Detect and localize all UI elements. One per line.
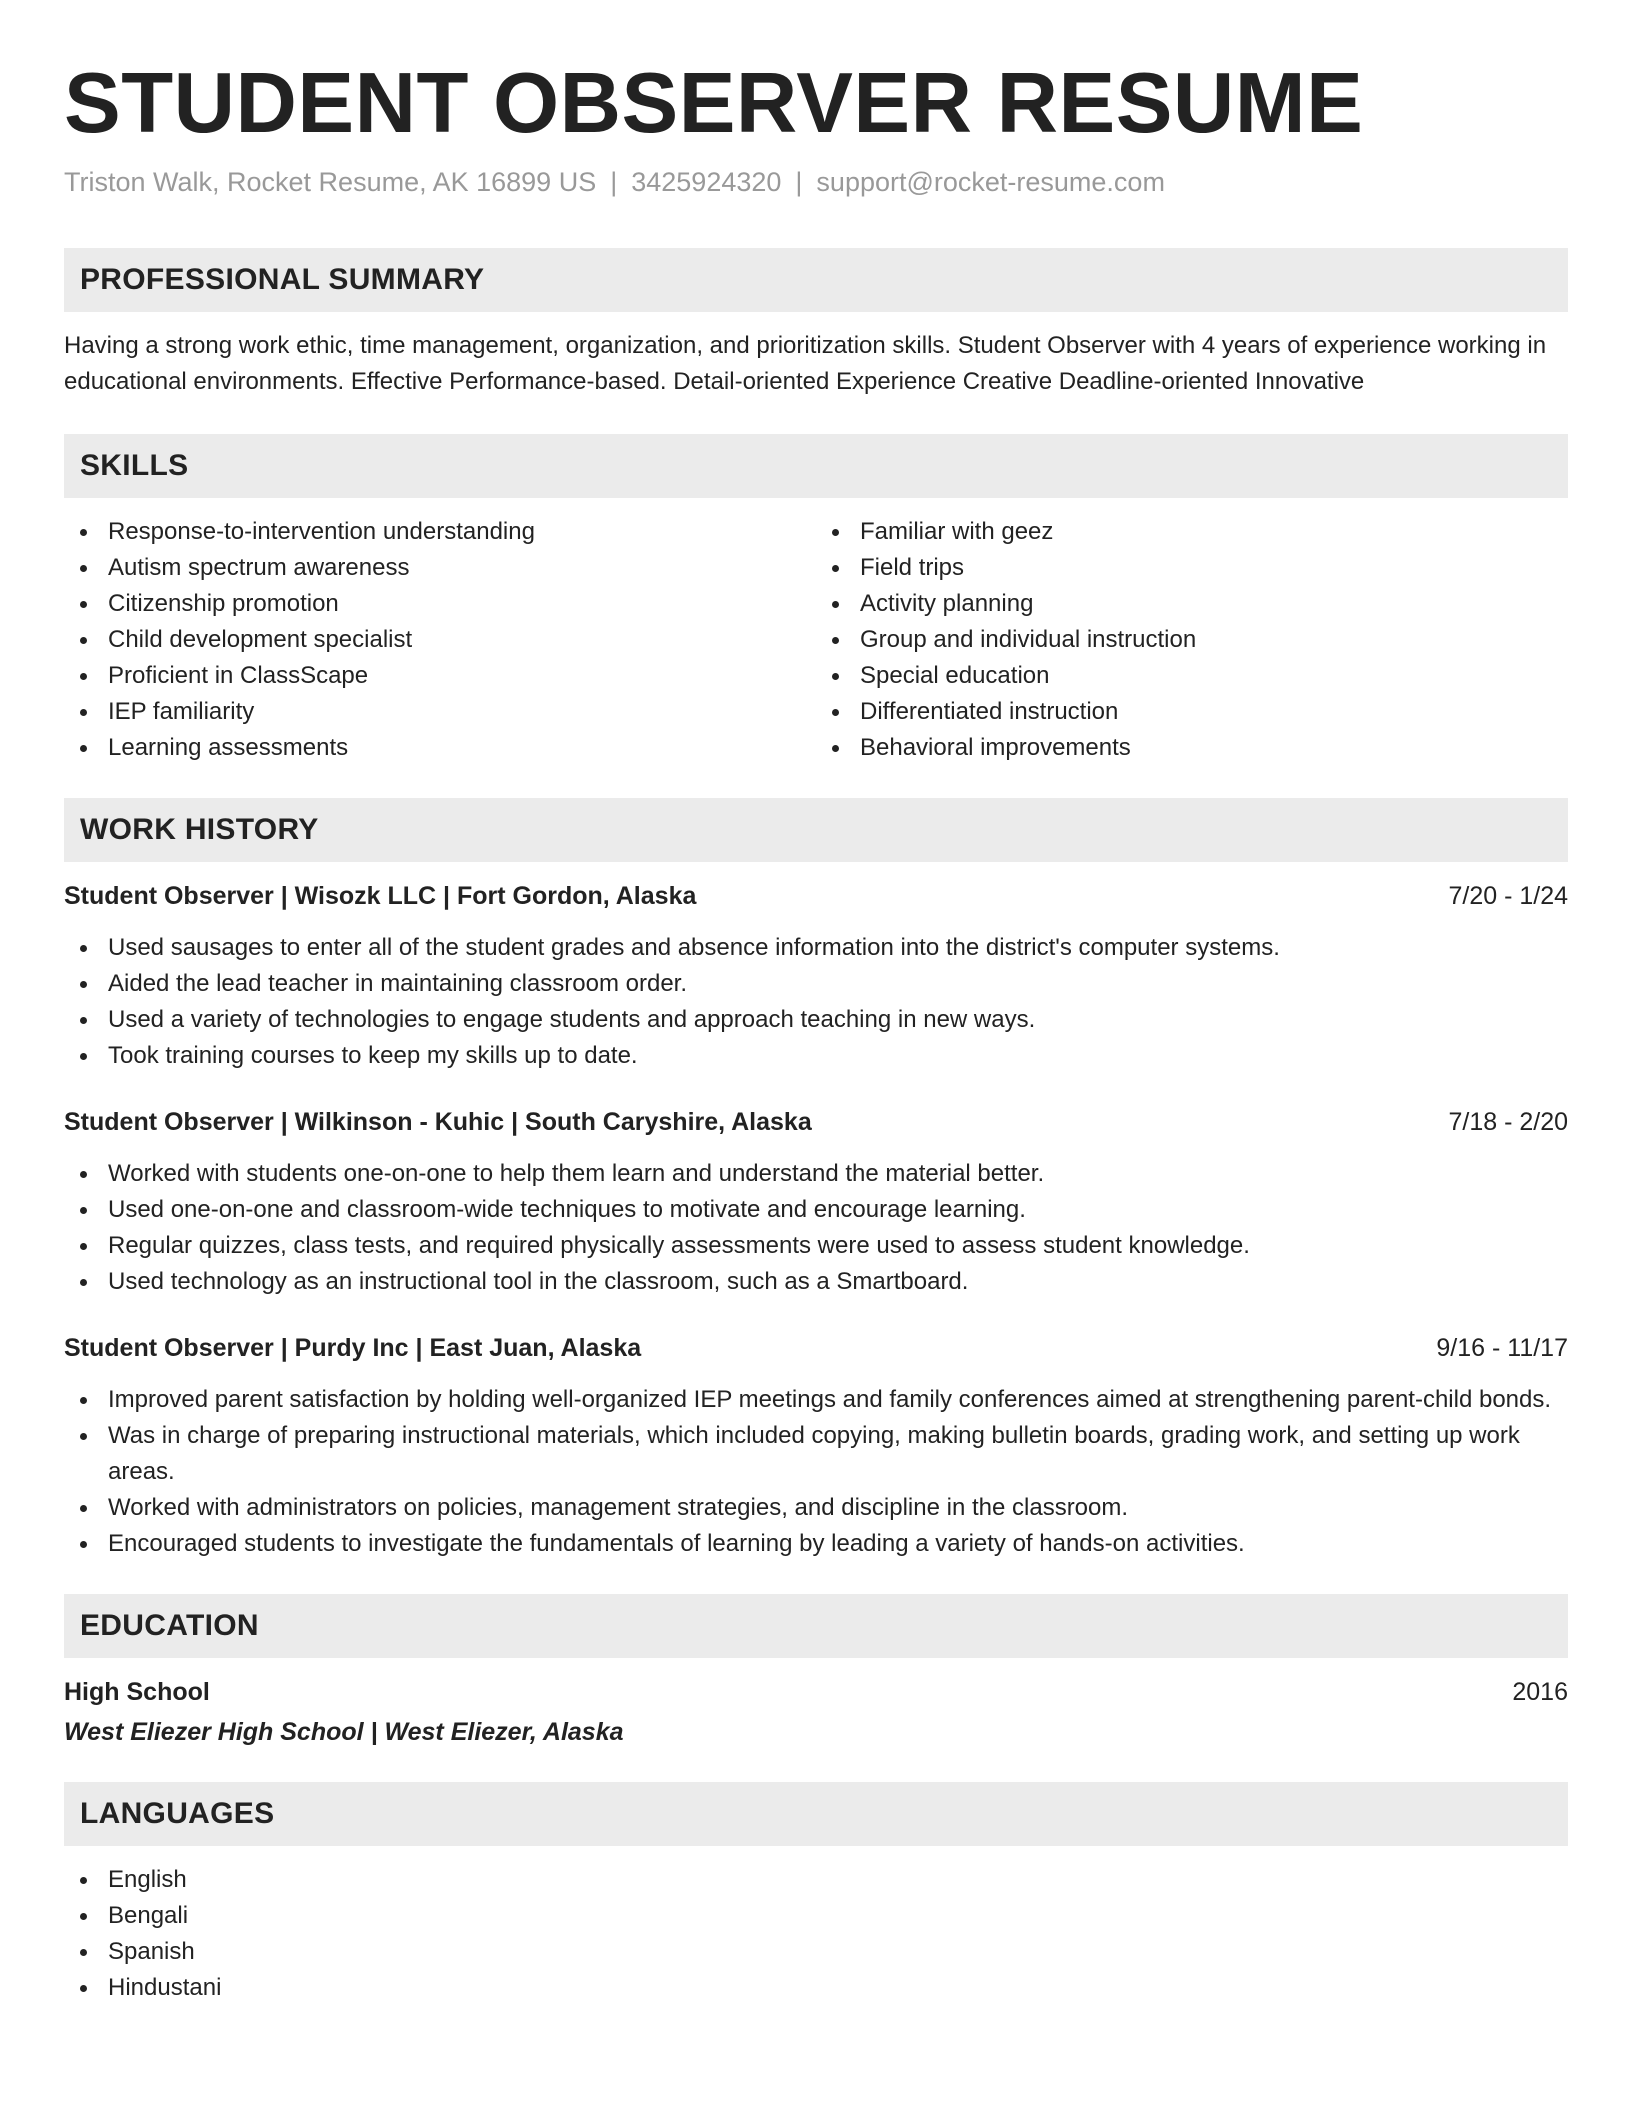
skills-column-left <box>64 514 816 766</box>
job-bullets <box>64 1382 1568 1562</box>
section-heading-summary: PROFESSIONAL SUMMARY <box>64 248 1568 312</box>
job-bullets <box>64 930 1568 1074</box>
job-dates: 9/16 - 11/17 <box>1436 1334 1568 1362</box>
work-history <box>64 878 1568 1562</box>
skill-item: Behavioral improvements <box>816 730 1568 766</box>
section-heading-education: EDUCATION <box>64 1594 1568 1658</box>
job-bullet: Used a variety of technologies to engage students and approach teaching in new ways. <box>64 1002 1568 1038</box>
job-header <box>64 878 1568 914</box>
skill-item: Group and individual instruction <box>816 622 1568 658</box>
job-bullets <box>64 1156 1568 1300</box>
job-bullet: Aided the lead teacher in maintaining classroom order. <box>64 966 1568 1002</box>
language-item: Hindustani <box>64 1970 1568 2006</box>
education-school: West Eliezer High School | West Eliezer, Alaska <box>64 1718 624 1746</box>
contact-line <box>64 164 1568 200</box>
languages-list <box>64 1862 1568 2006</box>
job-bullet: Worked with students one-on-one to help them learn and understand the material better. <box>64 1156 1568 1192</box>
resume-title: STUDENT OBSERVER RESUME <box>64 56 1364 151</box>
contact-separator: | <box>795 167 803 197</box>
job-header <box>64 1104 1568 1140</box>
summary-text: Having a strong work ethic, time management, organization, and prioritization skills. Student Observer with 4 years of experience working in educational environments. Effective Performance-based. Detail-oriented Experience Creative Deadline-oriented Innovative <box>64 332 1547 395</box>
job-bullet: Used technology as an instructional tool in the classroom, such as a Smartboard. <box>64 1264 1568 1300</box>
job-title: Student Observer | Wilkinson - Kuhic | South Caryshire, Alaska <box>64 1108 812 1136</box>
language-item: English <box>64 1862 1568 1898</box>
skill-item: Field trips <box>816 550 1568 586</box>
job-bullet: Took training courses to keep my skills up to date. <box>64 1038 1568 1074</box>
skill-item: Differentiated instruction <box>816 694 1568 730</box>
skill-item: Autism spectrum awareness <box>64 550 816 586</box>
language-item: Spanish <box>64 1934 1568 1970</box>
job-bullet: Regular quizzes, class tests, and required physically assessments were used to assess student knowledge. <box>64 1228 1568 1264</box>
job-entry <box>64 1330 1568 1562</box>
section-heading-work-history: WORK HISTORY <box>64 798 1568 862</box>
job-bullet: Used sausages to enter all of the student grades and absence information into the district's computer systems. <box>64 930 1568 966</box>
skill-item: Response-to-intervention understanding <box>64 514 816 550</box>
skills-list <box>64 514 1568 766</box>
job-dates: 7/18 - 2/20 <box>1448 1108 1568 1136</box>
skill-item: Learning assessments <box>64 730 816 766</box>
education-year: 2016 <box>1512 1678 1568 1706</box>
skills-column-right <box>816 514 1568 766</box>
contact-separator: | <box>610 167 618 197</box>
skill-item: Special education <box>816 658 1568 694</box>
job-bullet: Encouraged students to investigate the fundamentals of learning by leading a variety of hands-on activities. <box>64 1526 1568 1562</box>
job-bullet: Worked with administrators on policies, management strategies, and discipline in the classroom. <box>64 1490 1568 1526</box>
contact-phone: 3425924320 <box>631 167 782 197</box>
skill-item: Activity planning <box>816 586 1568 622</box>
education-degree: High School <box>64 1678 210 1706</box>
education-entry <box>64 1674 1568 1750</box>
section-heading-skills: SKILLS <box>64 434 1568 498</box>
education-header <box>64 1674 1568 1710</box>
contact-address: Triston Walk, Rocket Resume, AK 16899 US <box>64 167 597 197</box>
job-bullet: Was in charge of preparing instructional materials, which included copying, making bulletin boards, grading work, and setting up work areas. <box>64 1418 1568 1490</box>
skill-item: IEP familiarity <box>64 694 816 730</box>
job-title: Student Observer | Wisozk LLC | Fort Gordon, Alaska <box>64 882 697 910</box>
skill-item: Child development specialist <box>64 622 816 658</box>
job-header <box>64 1330 1568 1366</box>
job-title: Student Observer | Purdy Inc | East Juan, Alaska <box>64 1334 642 1362</box>
job-entry <box>64 1104 1568 1300</box>
job-bullet: Improved parent satisfaction by holding well-organized IEP meetings and family conferences aimed at strengthening parent-child bonds. <box>64 1382 1568 1418</box>
skill-item: Citizenship promotion <box>64 586 816 622</box>
section-heading-languages: LANGUAGES <box>64 1782 1568 1846</box>
skill-item: Familiar with geez <box>816 514 1568 550</box>
language-item: Bengali <box>64 1898 1568 1934</box>
job-bullet: Used one-on-one and classroom-wide techniques to motivate and encourage learning. <box>64 1192 1568 1228</box>
skill-item: Proficient in ClassScape <box>64 658 816 694</box>
contact-email: support@rocket-resume.com <box>816 167 1165 197</box>
job-entry <box>64 878 1568 1074</box>
job-dates: 7/20 - 1/24 <box>1448 882 1568 910</box>
